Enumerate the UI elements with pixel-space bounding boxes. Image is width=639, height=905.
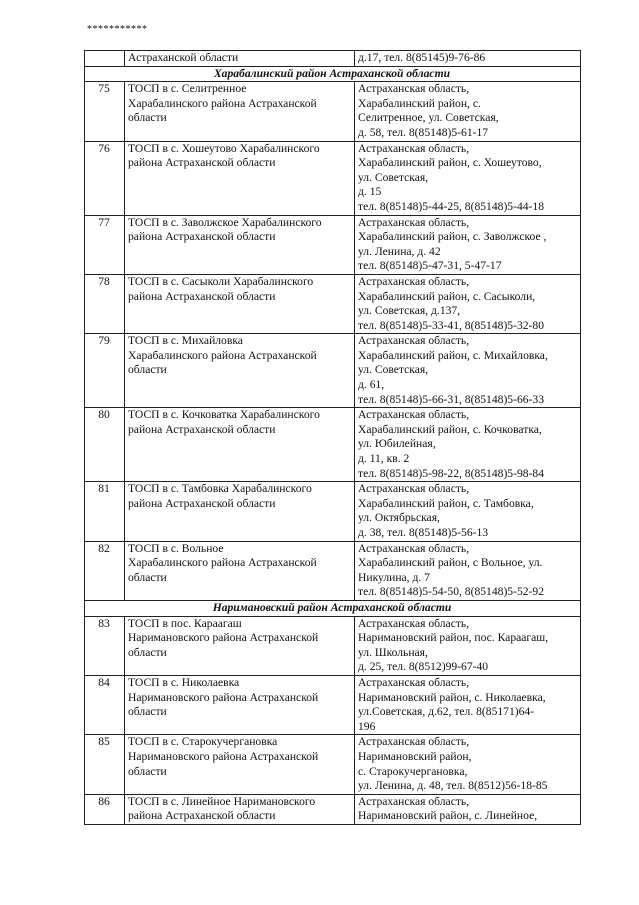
row-number-cell: 83: [85, 616, 125, 675]
row-number-cell: 85: [85, 735, 125, 794]
address-cell: Астраханская область, Харабалинский район, с. Тамбовка, ул. Октябрьская, д. 38, тел. 8(85148)5-56-13: [355, 482, 581, 541]
table-row: [85, 794, 581, 824]
section-header-row: [85, 66, 581, 82]
office-name-cell: ТОСП в с. Линейное Наримановского района Астраханской области: [125, 794, 355, 824]
table-row: [85, 334, 581, 408]
document-table: [84, 50, 581, 825]
address-cell: Астраханская область, Харабалинский район, с. Михайловка, ул. Советская, д. 61, тел. 8(85148)5-66-31, 8(85148)5-66-33: [355, 334, 581, 408]
office-name-cell: ТОСП в с. Кочковатка Харабалинского района Астраханской области: [125, 408, 355, 482]
row-number-cell: 75: [85, 82, 125, 141]
row-number-cell: 79: [85, 334, 125, 408]
table-row: [85, 215, 581, 274]
office-name-cell: ТОСП в с. Хошеутово Харабалинского района Астраханской области: [125, 141, 355, 215]
address-cell: Астраханская область, Наримановский район, с. Линейное,: [355, 794, 581, 824]
office-name-cell: ТОСП в с. Старокучергановка Наримановского района Астраханской области: [125, 735, 355, 794]
office-name-cell: ТОСП в с. Николаевка Наримановского района Астраханской области: [125, 675, 355, 734]
row-number-cell: 81: [85, 482, 125, 541]
address-cell: Астраханская область, Наримановский район, с. Старокучергановка, ул. Ленина, д. 48, тел. 8(8512)56-18-85: [355, 735, 581, 794]
row-number-cell: [85, 51, 125, 67]
header-asterisks: ***********: [87, 24, 148, 35]
office-name-cell: Астраханской области: [125, 51, 355, 67]
address-cell: д.17, тел. 8(85145)9-76-86: [355, 51, 581, 67]
table-row: [85, 616, 581, 675]
row-number-cell: 76: [85, 141, 125, 215]
office-name-cell: ТОСП в с. Селитренное Харабалинского района Астраханской области: [125, 82, 355, 141]
table-row: [85, 541, 581, 600]
row-number-cell: 84: [85, 675, 125, 734]
table-row: [85, 82, 581, 141]
section-header-row: [85, 600, 581, 616]
table-row: [85, 274, 581, 333]
address-cell: Астраханская область, Харабалинский район, с Вольное, ул. Никулина, д. 7 тел. 8(85148)5-54-50, 8(85148)5-52-92: [355, 541, 581, 600]
table-row: [85, 735, 581, 794]
row-number-cell: 82: [85, 541, 125, 600]
table-row: [85, 141, 581, 215]
office-name-cell: ТОСП в с. Вольное Харабалинского района Астраханской области: [125, 541, 355, 600]
address-cell: Астраханская область, Харабалинский район, с. Селитренное, ул. Советская, д. 58, тел. 8(85148)5-61-17: [355, 82, 581, 141]
address-cell: Астраханская область, Наримановский район, пос. Караагаш, ул. Школьная, д. 25, тел. 8(8512)99-67-40: [355, 616, 581, 675]
row-number-cell: 77: [85, 215, 125, 274]
office-name-cell: ТОСП в с. Сасыколи Харабалинского района Астраханской области: [125, 274, 355, 333]
address-cell: Астраханская область, Харабалинский район, с. Кочковатка, ул. Юбилейная, д. 11, кв. 2 тел. 8(85148)5-98-22, 8(85148)5-98-84: [355, 408, 581, 482]
address-cell: Астраханская область, Харабалинский район, с. Заволжское , ул. Ленина, д. 42 тел. 8(85148)5-47-31, 5-47-17: [355, 215, 581, 274]
row-number-cell: 80: [85, 408, 125, 482]
table-row: [85, 408, 581, 482]
address-cell: Астраханская область, Харабалинский район, с. Хошеутово, ул. Советская, д. 15 тел. 8(85148)5-44-25, 8(85148)5-44-18: [355, 141, 581, 215]
table-row-continued: [85, 51, 581, 67]
section-title: Харабалинский район Астраханской области: [85, 66, 581, 82]
address-cell: Астраханская область, Наримановский район, с. Николаевка, ул.Советская, д.62, тел. 8(85171)64- 196: [355, 675, 581, 734]
row-number-cell: 86: [85, 794, 125, 824]
row-number-cell: 78: [85, 274, 125, 333]
office-name-cell: ТОСП в пос. Караагаш Наримановского района Астраханской области: [125, 616, 355, 675]
office-name-cell: ТОСП в с. Заволжское Харабалинского района Астраханской области: [125, 215, 355, 274]
office-name-cell: ТОСП в с. Тамбовка Харабалинского района Астраханской области: [125, 482, 355, 541]
office-name-cell: ТОСП в с. Михайловка Харабалинского района Астраханской области: [125, 334, 355, 408]
table-row: [85, 675, 581, 734]
table-row: [85, 482, 581, 541]
address-cell: Астраханская область, Харабалинский район, с. Сасыколи, ул. Советская, д.137, тел. 8(85148)5-33-41, 8(85148)5-32-80: [355, 274, 581, 333]
section-title: Наримановский район Астраханской области: [85, 600, 581, 616]
